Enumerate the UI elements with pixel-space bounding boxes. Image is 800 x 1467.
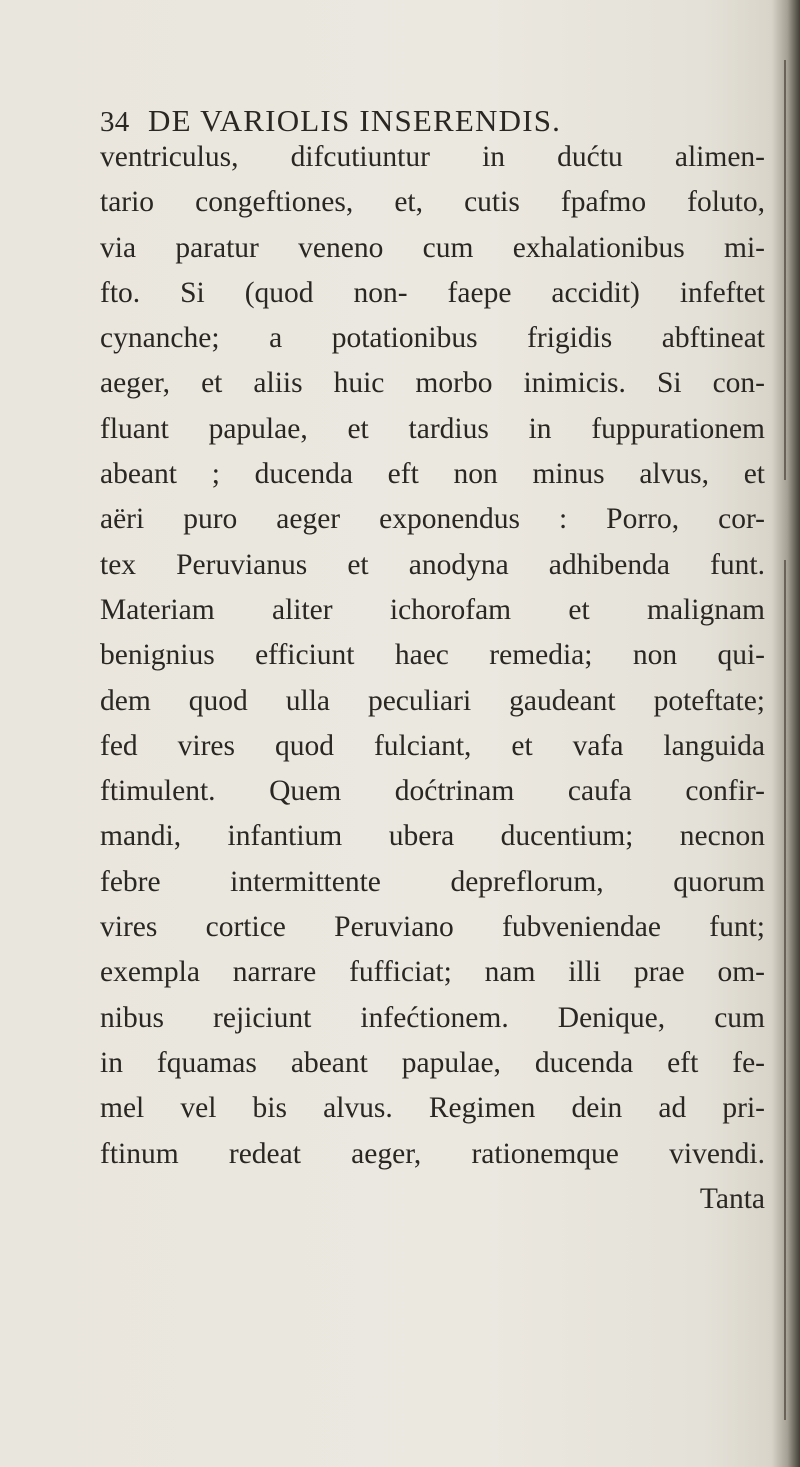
- text-line: fed vires quod fulciant, et vafa languida: [100, 729, 765, 762]
- text-line: tario congeftiones, et, cutis fpafmo foluto,: [100, 186, 765, 219]
- catchword: Tanta: [699, 1182, 765, 1215]
- page-edge-shadow: [772, 0, 800, 1467]
- text-line: aëri puro aeger exponendus : Porro, cor-: [100, 503, 765, 536]
- text-line: via paratur veneno cum exhalationibus mi-: [100, 231, 765, 264]
- running-title: DE VARIOLIS INSERENDIS.: [148, 103, 562, 138]
- text-line: mandi, infantium ubera ducentium; necnon: [100, 820, 765, 853]
- page-edge-line: [784, 60, 786, 480]
- text-line: dem quod ulla peculiari gaudeant poteftate;: [100, 684, 765, 717]
- text-line: ventriculus, difcutiuntur in dućtu alimen-: [100, 141, 765, 173]
- text-line: vires cortice Peruviano fubveniendae funt;: [100, 911, 765, 944]
- text-line: febre intermittente depreflorum, quorum: [100, 865, 765, 898]
- text-line: exempla narrare fufficiat; nam illi prae om-: [100, 956, 765, 989]
- text-line: nibus rejiciunt infećtionem. Denique, cum: [100, 1001, 765, 1034]
- text-line: tex Peruvianus et anodyna adhibenda funt.: [100, 548, 765, 581]
- text-line: cynanche; a potationibus frigidis abftineat: [100, 322, 765, 355]
- text-line: ftimulent. Quem doćtrinam caufa confir-: [100, 775, 765, 808]
- text-line: abeant ; ducenda eft non minus alvus, et: [100, 458, 765, 491]
- page-edge-line: [784, 560, 786, 1420]
- body-text: [100, 135, 765, 1222]
- text-line: aeger, et aliis huic morbo inimicis. Si con-: [100, 367, 765, 400]
- text-line: fluant papulae, et tardius in fuppurationem: [100, 412, 765, 445]
- text-line: mel vel bis alvus. Regimen dein ad pri-: [100, 1092, 765, 1125]
- text-line: in fquamas abeant papulae, ducenda eft fe-: [100, 1046, 765, 1079]
- page-number: 34: [100, 106, 130, 138]
- text-line: ftinum redeat aeger, rationemque vivendi.: [100, 1137, 765, 1170]
- text-line: benignius efficiunt haec remedia; non qui-: [100, 639, 765, 672]
- text-line: fto. Si (quod non- faepe accidit) infeftet: [100, 276, 765, 309]
- text-line: Materiam aliter ichorofam et malignam: [100, 593, 765, 626]
